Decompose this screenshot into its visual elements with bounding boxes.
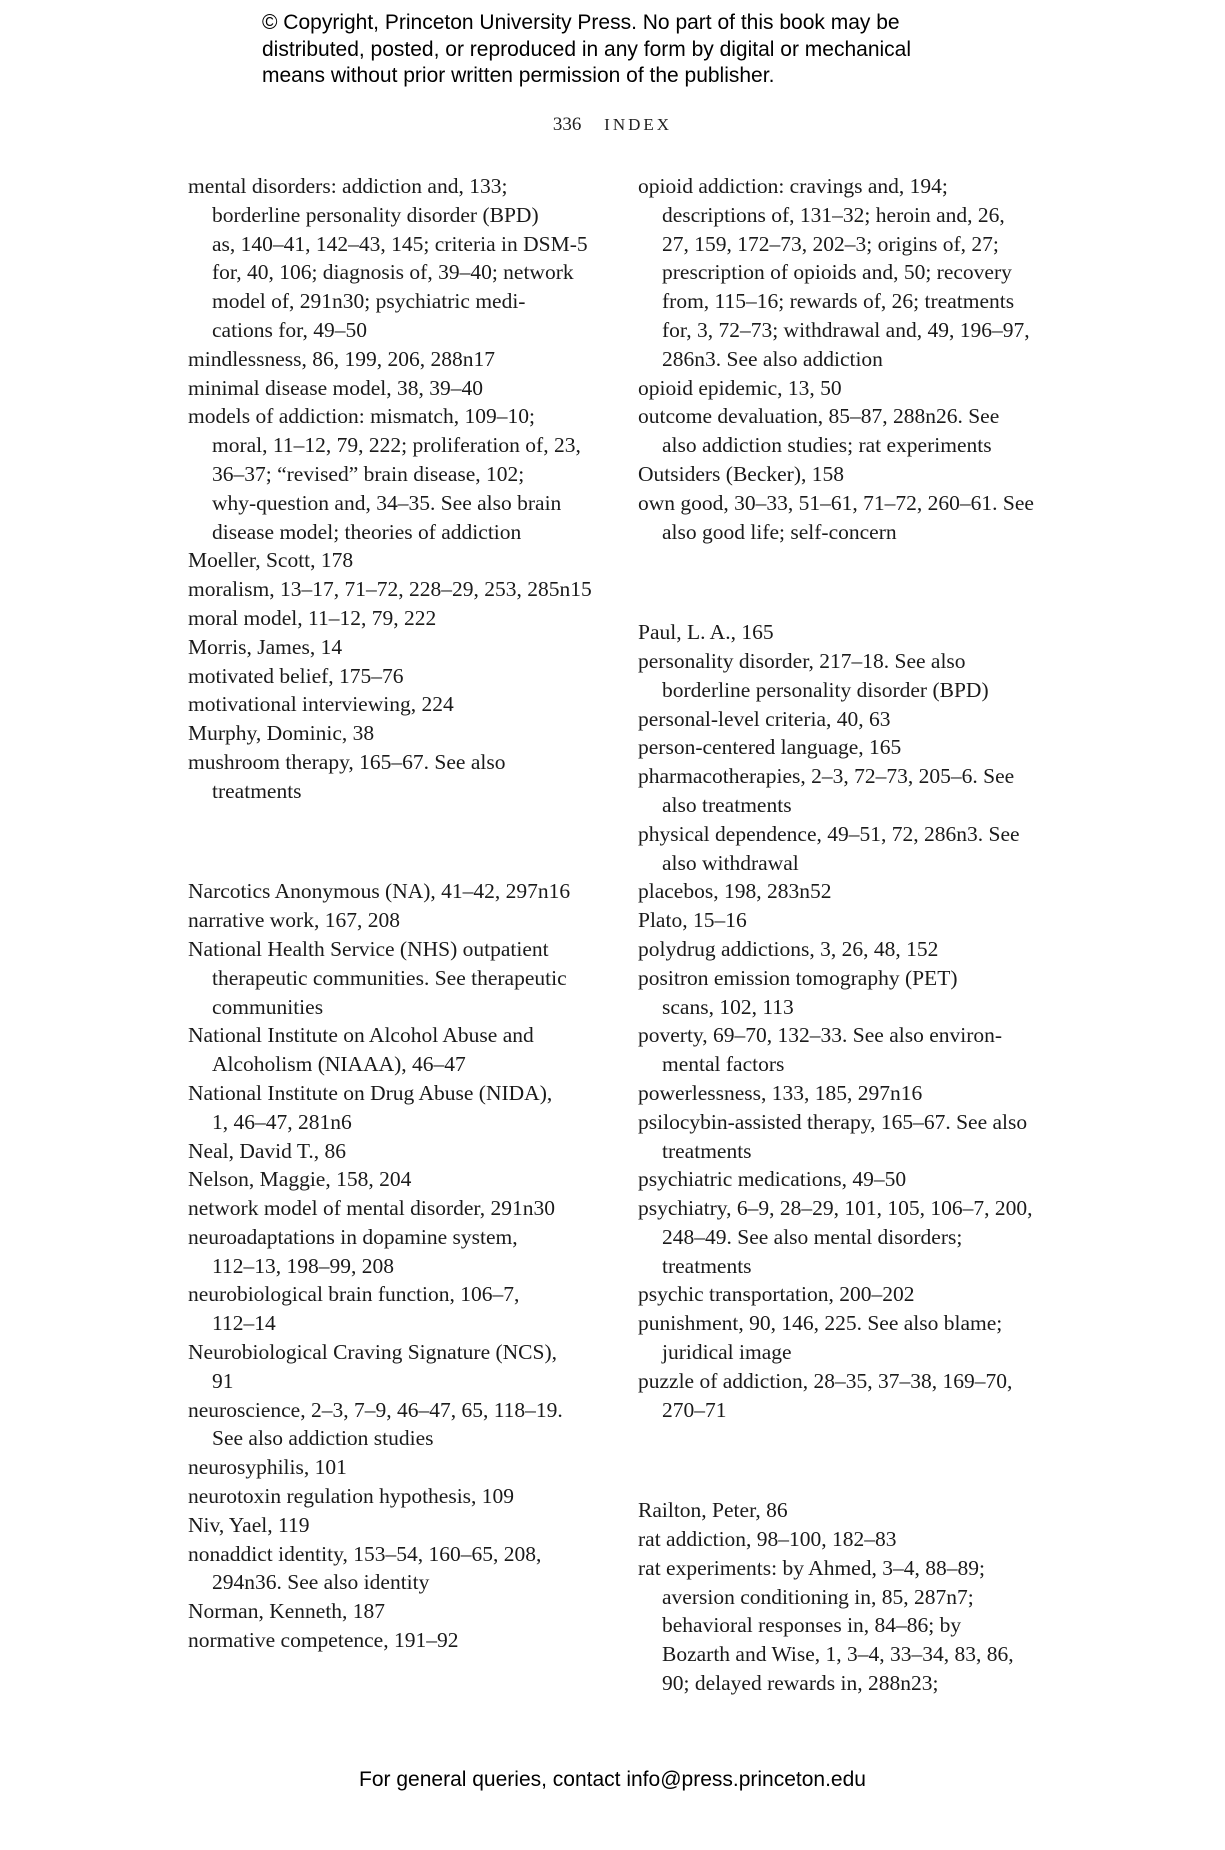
index-entry: National Health Service (NHS) outpatient therapeutic communities. See therapeutic communities bbox=[188, 936, 567, 1019]
index-entry: Moeller, Scott, 178 bbox=[188, 548, 354, 573]
index-entry: physical dependence, 49–51, 72, 286n3. See also withdrawal bbox=[638, 821, 1020, 875]
page-number: 336 bbox=[552, 114, 582, 135]
index-entry: pharmacotherapies, 2–3, 72–73, 205–6. See also treatments bbox=[638, 764, 1015, 817]
index-entry: polydrug addictions, 3, 26, 48, 152 bbox=[638, 936, 939, 961]
running-head-title: INDEX bbox=[604, 115, 673, 134]
index-entry: mushroom therapy, 165–67. See also treatments bbox=[188, 749, 506, 803]
index-entry: moral model, 11–12, 79, 222 bbox=[188, 605, 437, 630]
index-entry: models of addiction: mismatch, 109–10; moral, 11–12, 79, 222; proliferation of, 23, 36–37; “revised” brain disease, 102; why-question and, 34–35. See also brain disease model; theories of addiction bbox=[188, 404, 581, 544]
index-entry: neurosyphilis, 101 bbox=[188, 1455, 347, 1480]
index-entry: punishment, 90, 146, 225. See also blame; juridical image bbox=[638, 1311, 1003, 1365]
index-entry: Murphy, Dominic, 38 bbox=[188, 721, 375, 746]
index-entry: Outsiders (Becker), 158 bbox=[638, 461, 844, 486]
index-entry: placebos, 198, 283n52 bbox=[638, 879, 832, 904]
index-entry: person-centered language, 165 bbox=[638, 735, 902, 760]
index-entry: normative competence, 191–92 bbox=[188, 1628, 459, 1653]
index-entry: psilocybin-assisted therapy, 165–67. See also treatments bbox=[638, 1109, 1028, 1163]
index-entry: neuroscience, 2–3, 7–9, 46–47, 65, 118–19. See also addiction studies bbox=[188, 1397, 563, 1451]
index-entry: Paul, L. A., 165 bbox=[638, 620, 774, 645]
index-entry: positron emission tomography (PET) scans, 102, 113 bbox=[638, 965, 958, 1019]
index-column-left bbox=[188, 172, 598, 1655]
index-entry: own good, 30–33, 51–61, 71–72, 260–61. See also good life; self-concern bbox=[638, 490, 1034, 544]
index-entry: nonaddict identity, 153–54, 160–65, 208, 294n36. See also identity bbox=[188, 1541, 542, 1595]
running-head bbox=[0, 114, 1225, 136]
index-entry: network model of mental disorder, 291n30 bbox=[188, 1196, 555, 1221]
index-entry: neurobiological brain function, 106–7, 112–14 bbox=[188, 1282, 520, 1336]
index-entry: rat addiction, 98–100, 182–83 bbox=[638, 1527, 897, 1552]
index-entry: moralism, 13–17, 71–72, 228–29, 253, 285n15 bbox=[188, 577, 592, 602]
index-entry: mental disorders: addiction and, 133; borderline personality disorder (BPD) as, 140–41, 142–43, 145; criteria in DSM-5 for, 40, 106; diagnosis of, 39–40; network model of, 291n30; psychiatric medi- cations for, 49–50 bbox=[188, 174, 588, 342]
index-entry: mindlessness, 86, 199, 206, 288n17 bbox=[188, 346, 495, 371]
index-entry: psychiatric medications, 49–50 bbox=[638, 1167, 907, 1192]
index-entry: opioid epidemic, 13, 50 bbox=[638, 375, 842, 400]
index-entry: neurotoxin regulation hypothesis, 109 bbox=[188, 1484, 515, 1509]
index-entry: Neal, David T., 86 bbox=[188, 1138, 347, 1163]
index-entry: Narcotics Anonymous (NA), 41–42, 297n16 bbox=[188, 879, 571, 904]
section-gap bbox=[638, 1446, 1050, 1475]
index-entry: psychic transportation, 200–202 bbox=[638, 1282, 915, 1307]
index-entry: neuroadaptations in dopamine system, 112–13, 198–99, 208 bbox=[188, 1224, 518, 1278]
index-entry: motivational interviewing, 224 bbox=[188, 692, 454, 717]
index-entry: powerlessness, 133, 185, 297n16 bbox=[638, 1080, 923, 1105]
index-entry: psychiatry, 6–9, 28–29, 101, 105, 106–7, 200, 248–49. See also mental disorders; treatments bbox=[638, 1196, 1033, 1278]
index-entry: Norman, Kenneth, 187 bbox=[188, 1599, 386, 1624]
index-entry: Plato, 15–16 bbox=[638, 908, 747, 933]
index-entry: National Institute on Alcohol Abuse and Alcoholism (NIAAA), 46–47 bbox=[188, 1023, 534, 1077]
index-entry: personal-level criteria, 40, 63 bbox=[638, 706, 891, 731]
index-entry: poverty, 69–70, 132–33. See also environ- mental factors bbox=[638, 1023, 1003, 1077]
section-gap bbox=[188, 827, 598, 856]
index-entry: Railton, Peter, 86 bbox=[638, 1498, 788, 1523]
index-entry: National Institute on Drug Abuse (NIDA), 1, 46–47, 281n6 bbox=[188, 1080, 553, 1134]
index-entry: rat experiments: by Ahmed, 3–4, 88–89; aversion conditioning in, 85, 287n7; behavioral responses in, 84–86; by Bozarth and Wise, 1, 3–4, 33–34, 83, 86, 90; delayed rewards in, 288n23; bbox=[638, 1555, 1014, 1696]
index-entry: minimal disease model, 38, 39–40 bbox=[188, 375, 483, 400]
index-entry: narrative work, 167, 208 bbox=[188, 908, 400, 933]
footer-contact: For general queries, contact info@press.princeton.edu bbox=[359, 1768, 866, 1791]
index-entry: Nelson, Maggie, 158, 204 bbox=[188, 1167, 412, 1192]
index-entry: Neurobiological Craving Signature (NCS), 91 bbox=[188, 1340, 558, 1393]
index-entry: outcome devaluation, 85–87, 288n26. See also addiction studies; rat experiments bbox=[638, 404, 1000, 458]
index-entry: opioid addiction: cravings and, 194; descriptions of, 131–32; heroin and, 26, 27, 159, 172–73, 202–3; origins of, 27; prescription of opioids and, 50; recovery from, 115–16; rewards of, 26; treatments for, 3, 72–73; withdrawal and, 49, 196–97, 286n3. See also addiction bbox=[638, 174, 1030, 371]
index-entry: Niv, Yael, 119 bbox=[188, 1512, 310, 1537]
index-entry: Morris, James, 14 bbox=[188, 634, 343, 659]
section-gap bbox=[638, 568, 1050, 597]
index-entry: motivated belief, 175–76 bbox=[188, 663, 404, 688]
index-entry: puzzle of addiction, 28–35, 37–38, 169–70, 270–71 bbox=[638, 1368, 1013, 1422]
index-entry: personality disorder, 217–18. See also borderline personality disorder (BPD) bbox=[638, 648, 989, 702]
copyright-notice: © Copyright, Princeton University Press. No part of this book may be distributed, posted, or reproduced in any form by digital or mechanical means without prior written permission of the publisher. bbox=[262, 11, 912, 87]
index-column-right bbox=[638, 172, 1050, 1698]
